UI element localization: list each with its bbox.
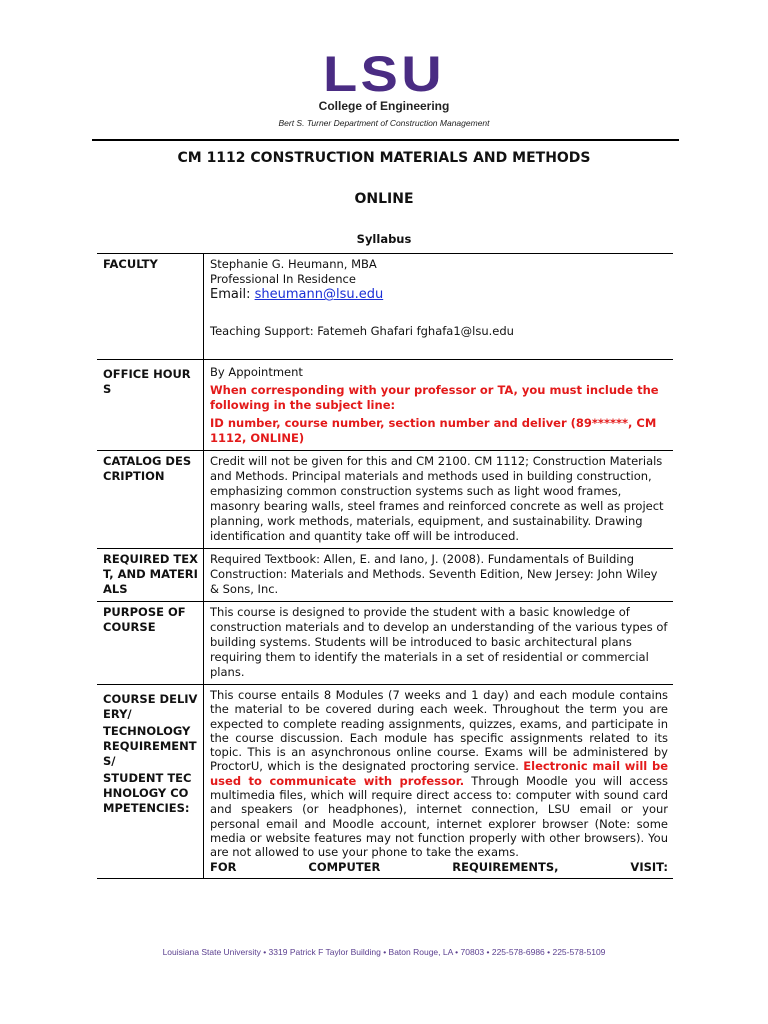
catalog-row — [97, 451, 673, 549]
required-text-row — [97, 549, 673, 602]
delivery-label-3: STUDENT TECHNOLOGY COMPETENCIES: — [103, 771, 192, 815]
faculty-email-link[interactable]: sheumann@lsu.edu — [254, 287, 384, 302]
delivery-text-b: Through Moodle you will access multimedia files, which will require direct access to: computer with sound card and speakers (or headphones), internet connection, LSU email or your personal email and Moodle account, internet explorer browser (Note: some media or website features may not function properly with other browsers). You are not allowed to use your phone to take the exams. — [210, 773, 669, 860]
college-name: College of Engineering — [318, 99, 450, 113]
delivery-label-2: TECHNOLOGY REQUIREMENTS/ — [103, 724, 197, 768]
office-hours-content — [204, 360, 674, 451]
syllabus-table — [97, 253, 673, 879]
subject-line-instruction: When corresponding with your professor or TA, you must include the following in the subject line: — [210, 383, 659, 412]
letterhead — [0, 46, 768, 128]
teaching-support: Teaching Support: Fatemeh Ghafari fghafa1@lsu.edu — [210, 324, 514, 338]
office-hours-row — [97, 360, 673, 451]
purpose-row — [97, 602, 673, 685]
office-hours-text: By Appointment — [210, 365, 303, 379]
header-divider — [92, 139, 679, 141]
faculty-name: Stephanie G. Heumann, MBA — [210, 257, 377, 271]
purpose-content: This course is designed to provide the student with a basic knowledge of construction materials and to develop an understanding of the various types of building systems. Students will be introduced to basic architectural plans requiring them to identify the materials in a set of residential or commercial plans. — [204, 602, 674, 685]
faculty-email-line — [210, 287, 668, 302]
delivery-label-1: COURSE DELIVERY/ — [103, 692, 198, 721]
course-delivery-content — [204, 685, 674, 879]
email-label: Email: — [210, 287, 255, 302]
lsu-logo: LSU — [322, 46, 446, 102]
footer-address: Louisiana State University • 3319 Patrick F Taylor Building • Baton Rouge, LA • 70803 • 225-578-6986 • 225-578-5109 — [162, 947, 606, 957]
required-text-label: REQUIRED TEXT, AND MATERIALS — [97, 549, 204, 602]
faculty-role: Professional In Residence — [210, 272, 356, 286]
catalog-description: Credit will not be given for this and CM 2100. CM 1112; Construction Materials and Methods. Principal materials and methods used in building construction, emphasizing common construction systems such as light wood frames, masonry bearing walls, steel frames and reinforced concrete as well as project planning, work methods, materials, equipment, and sustainability. Drawing identification and quantity take off will be introduced. — [204, 451, 674, 549]
email-communication-note: Electronic mail will be used to communicate with professor. — [210, 759, 668, 788]
faculty-label: FACULTY — [97, 254, 204, 360]
delivery-text-a: This course entails 8 Modules (7 weeks and 1 day) and each module contains the material to be covered during each week. Throughout the term you are expected to complete reading assignments, quizzes, exams, and participate in the course discussion. Each module has specific assignments related to its topic. This is an asynchronous online course. Exams will be administered by ProctorU, which is the designated proctoring service. — [210, 688, 668, 774]
purpose-label: PURPOSE OF COURSE — [97, 602, 204, 685]
faculty-content — [204, 254, 674, 360]
document-type: Syllabus — [356, 232, 412, 246]
faculty-row — [97, 254, 673, 360]
course-delivery-label — [97, 685, 204, 879]
course-delivery-row — [97, 685, 673, 879]
subject-line-format: ID number, course number, section number and deliver (89******, CM 1112, ONLINE) — [210, 416, 657, 445]
office-hours-label: OFFICE HOURS — [97, 360, 204, 451]
required-text-content: Required Textbook: Allen, E. and Iano, J. (2008). Fundamentals of Building Construction: Materials and Methods. Seventh Edition, New Jersey: John Wiley & Sons, Inc. — [204, 549, 674, 602]
computer-requirements-heading: FOR COMPUTER REQUIREMENTS, VISIT: — [210, 859, 668, 874]
catalog-label: CATALOG DESCRIPTION — [97, 451, 204, 549]
course-title: CM 1112 CONSTRUCTION MATERIALS AND METHODS — [177, 150, 591, 166]
course-format: ONLINE — [354, 191, 414, 207]
department-name: Bert S. Turner Department of Construction Management — [278, 118, 490, 128]
